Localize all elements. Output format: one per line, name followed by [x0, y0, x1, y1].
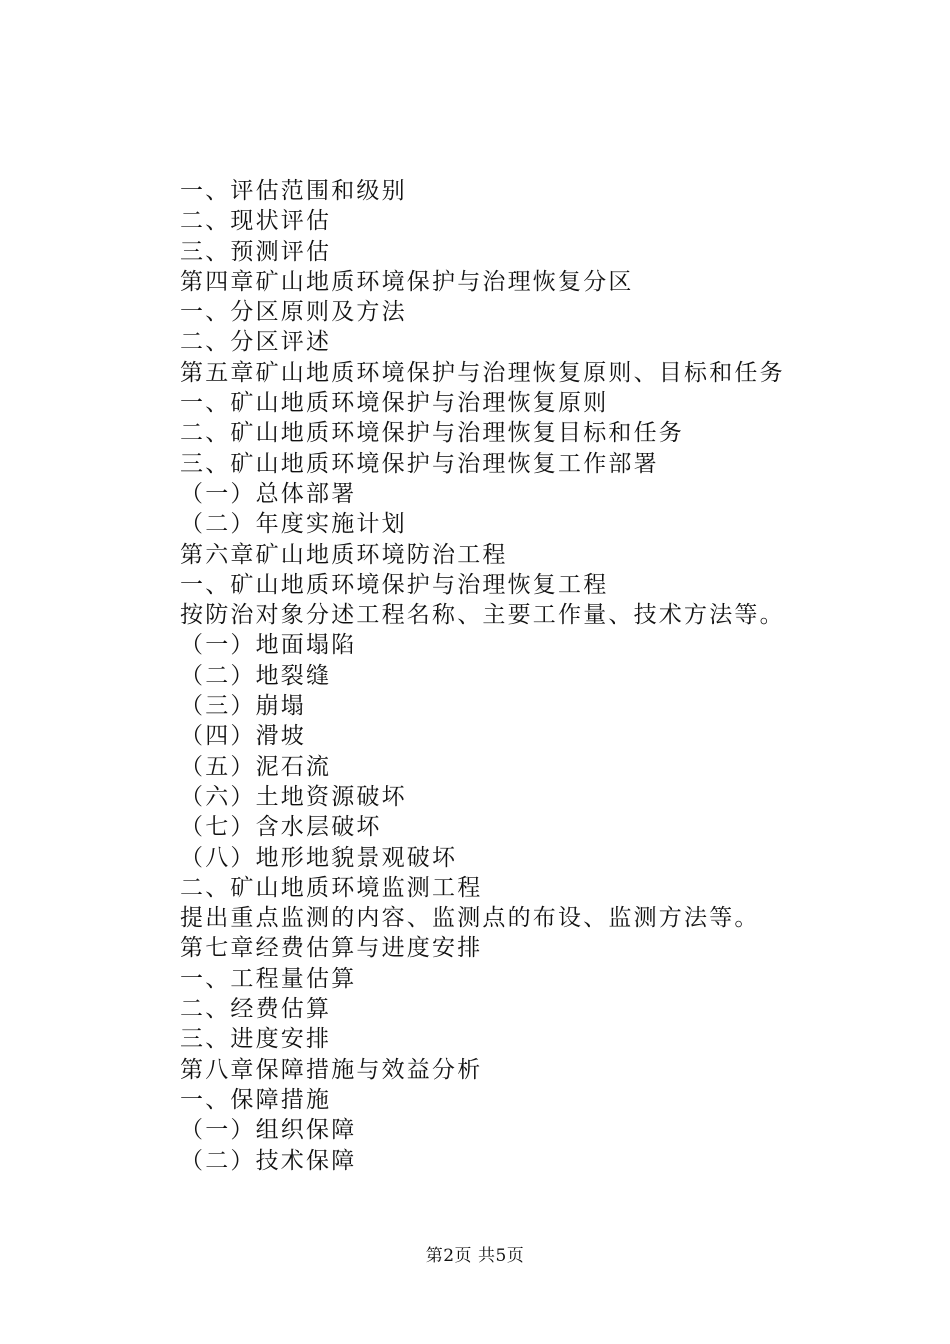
text-line: 一、工程量估算 — [180, 965, 357, 992]
text-line: （五）泥石流 — [180, 753, 332, 780]
text-line: 二、分区评述 — [180, 329, 332, 356]
text-line: （二）技术保障 — [180, 1147, 357, 1174]
text-line: 按防治对象分述工程名称、主要工作量、技术方法等。 — [180, 602, 785, 629]
document-body — [180, 176, 880, 1176]
text-line: （七）含水层破坏 — [180, 814, 382, 841]
text-line: 二、矿山地质环境保护与治理恢复目标和任务 — [180, 420, 684, 447]
text-line: （一）组织保障 — [180, 1117, 357, 1144]
text-line: 二、现状评估 — [180, 208, 332, 235]
text-line: 一、分区原则及方法 — [180, 299, 407, 326]
text-line: 三、预测评估 — [180, 238, 332, 265]
chapter-heading: 第六章矿山地质环境防治工程 — [180, 541, 508, 568]
text-line: 二、经费估算 — [180, 996, 332, 1023]
text-line: （二）年度实施计划 — [180, 511, 407, 538]
text-line: 一、矿山地质环境保护与治理恢复原则 — [180, 390, 609, 417]
text-line: 一、保障措施 — [180, 1086, 332, 1113]
text-line: 三、进度安排 — [180, 1026, 332, 1053]
chapter-heading: 第七章经费估算与进度安排 — [180, 935, 483, 962]
chapter-heading: 第四章矿山地质环境保护与治理恢复分区 — [180, 268, 634, 295]
text-line: （三）崩塌 — [180, 693, 306, 720]
chapter-heading: 第八章保障措施与效益分析 — [180, 1056, 483, 1083]
text-line: 三、矿山地质环境保护与治理恢复工作部署 — [180, 450, 659, 477]
text-line: 二、矿山地质环境监测工程 — [180, 874, 483, 901]
text-line: （四）滑坡 — [180, 723, 306, 750]
text-line: （一）地面塌陷 — [180, 632, 357, 659]
text-line: （六）土地资源破坏 — [180, 783, 407, 810]
page-number-footer: 第2页 共5页 — [425, 1246, 525, 1266]
text-line: （八）地形地貌景观破坏 — [180, 844, 458, 871]
chapter-heading: 第五章矿山地质环境保护与治理恢复原则、目标和任务 — [180, 359, 785, 386]
text-line: 一、评估范围和级别 — [180, 178, 407, 204]
text-line: 一、矿山地质环境保护与治理恢复工程 — [180, 571, 609, 598]
text-line: 提出重点监测的内容、监测点的布设、监测方法等。 — [180, 905, 760, 932]
text-line: （二）地裂缝 — [180, 662, 332, 689]
text-line: （一）总体部署 — [180, 480, 357, 507]
